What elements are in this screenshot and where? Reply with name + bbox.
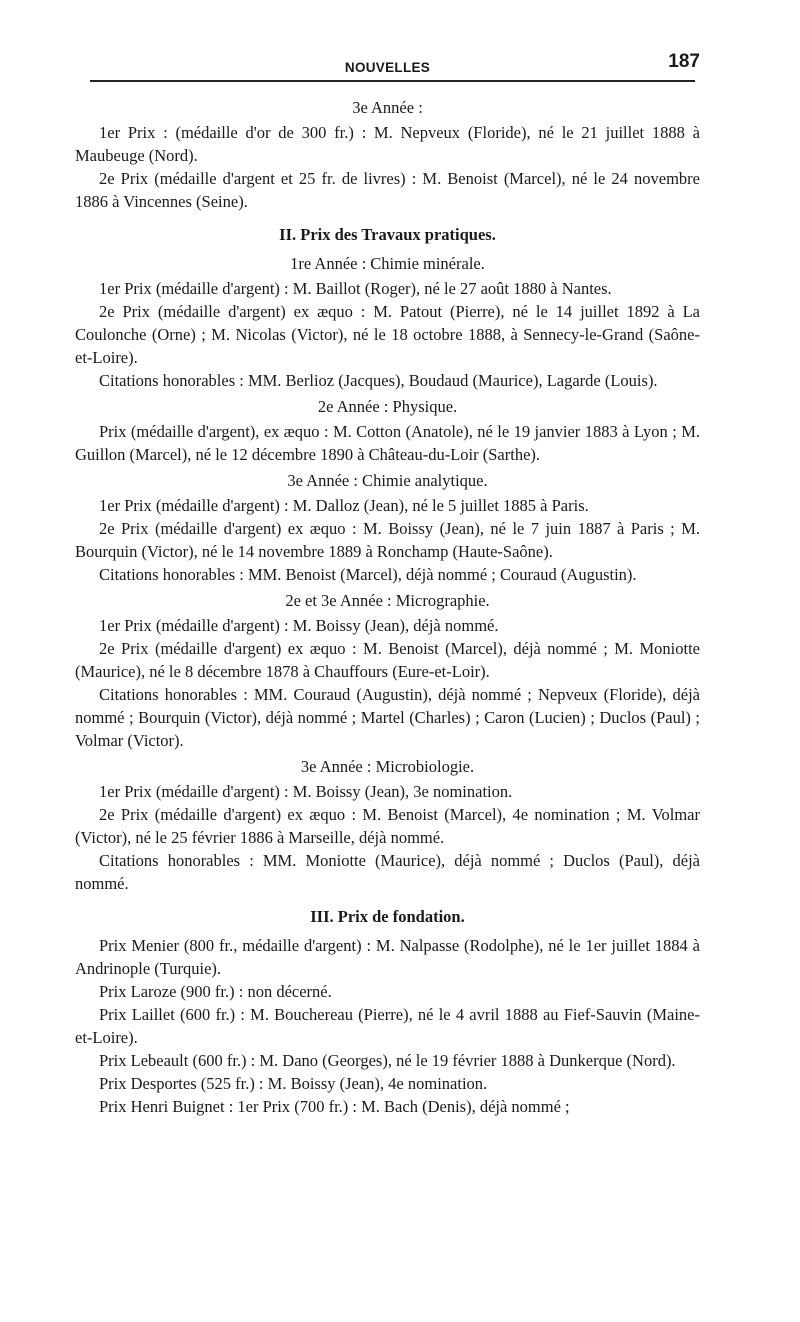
subheading-physique: 2e Année : Physique.	[317, 397, 458, 416]
paragraph: 2e Prix (médaille d'argent et 25 fr. de livres) : M. Benoist (Marcel), né le 24 novembre 1886 à Vincennes (Seine).	[75, 169, 700, 211]
paragraph: Prix Laillet (600 fr.) : M. Bouchereau (Pierre), né le 4 avril 1888 au Fief-Sauvin (Maine-et-Loire).	[75, 1005, 700, 1047]
paragraph: 1er Prix : (médaille d'or de 300 fr.) : M. Nepveux (Floride), né le 21 juillet 1888 à Maubeuge (Nord).	[75, 123, 700, 165]
paragraph: Citations honorables : MM. Benoist (Marcel), déjà nommé ; Couraud (Augustin).	[99, 565, 637, 584]
paragraph: 2e Prix (médaille d'argent) ex æquo : M. Boissy (Jean), né le 7 juin 1887 à Paris ; M. Bourquin (Victor), né le 14 novembre 1889 à Ronchamp (Haute-Saône).	[75, 519, 700, 561]
subheading-chimie-minerale: 1re Année : Chimie minérale.	[290, 254, 485, 273]
running-head	[75, 50, 700, 78]
header-rule	[90, 80, 695, 82]
subheading-microbiologie: 3e Année : Microbiologie.	[300, 757, 475, 776]
section-heading-travaux-pratiques: II. Prix des Travaux pratiques.	[279, 225, 496, 244]
paragraph: Prix Laroze (900 fr.) : non décerné.	[99, 982, 332, 1001]
running-title: NOUVELLES	[344, 60, 431, 75]
paragraph: Citations honorables : MM. Couraud (Augustin), déjà nommé ; Nepveux (Floride), déjà nommé ; Bourquin (Victor), déjà nommé ; Martel (Charles) ; Caron (Lucien) ; Duclos (Paul) ; Volmar (Victor).	[75, 685, 700, 750]
paragraph: 2e Prix (médaille d'argent) ex æquo : M. Benoist (Marcel), 4e nomination ; M. Volmar (Victor), né le 25 février 1886 à Marseille, déjà nommé.	[75, 805, 700, 847]
paragraph: 1er Prix (médaille d'argent) : M. Baillot (Roger), né le 27 août 1880 à Nantes.	[99, 279, 612, 298]
subheading-micrographie: 2e et 3e Année : Micrographie.	[285, 591, 490, 610]
paragraph: 2e Prix (médaille d'argent) ex æquo : M. Patout (Pierre), né le 14 juillet 1892 à La Coulonche (Orne) ; M. Nicolas (Victor), né le 18 octobre 1888, à Sennecy-le-Grand (Saône-et-Loire).	[75, 302, 700, 367]
paragraph: Prix Desportes (525 fr.) : M. Boissy (Jean), 4e nomination.	[99, 1074, 488, 1093]
paragraph: Prix Menier (800 fr., médaille d'argent) : M. Nalpasse (Rodolphe), né le 1er juillet 1884 à Andrinople (Turquie).	[75, 936, 700, 978]
paragraph: 1er Prix (médaille d'argent) : M. Boissy (Jean), déjà nommé.	[99, 616, 499, 635]
paragraph: Prix Lebeault (600 fr.) : M. Dano (Georges), né le 19 février 1888 à Dunkerque (Nord).	[99, 1051, 676, 1070]
paragraph: 1er Prix (médaille d'argent) : M. Dalloz (Jean), né le 5 juillet 1885 à Paris.	[99, 496, 589, 515]
subheading-3e-annee: 3e Année :	[352, 98, 423, 117]
paragraph: Citations honorables : MM. Berlioz (Jacques), Boudaud (Maurice), Lagarde (Louis).	[99, 371, 658, 390]
paragraph: Prix Henri Buignet : 1er Prix (700 fr.) : M. Bach (Denis), déjà nommé ;	[99, 1097, 570, 1116]
paragraph: Prix (médaille d'argent), ex æquo : M. Cotton (Anatole), né le 19 janvier 1883 à Lyon ; M. Guillon (Marcel), né le 12 décembre 1890 à Château-du-Loir (Sarthe).	[75, 422, 700, 464]
section-heading-prix-de-fondation: III. Prix de fondation.	[310, 907, 465, 926]
page-number: 187	[668, 51, 700, 72]
paragraph: Citations honorables : MM. Moniotte (Maurice), déjà nommé ; Duclos (Paul), déjà nommé.	[75, 851, 700, 893]
paragraph: 1er Prix (médaille d'argent) : M. Boissy (Jean), 3e nomination.	[99, 782, 513, 801]
page	[75, 50, 700, 1118]
subheading-chimie-analytique: 3e Année : Chimie analytique.	[287, 471, 488, 490]
paragraph: 2e Prix (médaille d'argent) ex æquo : M. Benoist (Marcel), déjà nommé ; M. Moniotte (Maurice), né le 8 décembre 1878 à Chauffours (Eure-et-Loir).	[75, 639, 700, 681]
